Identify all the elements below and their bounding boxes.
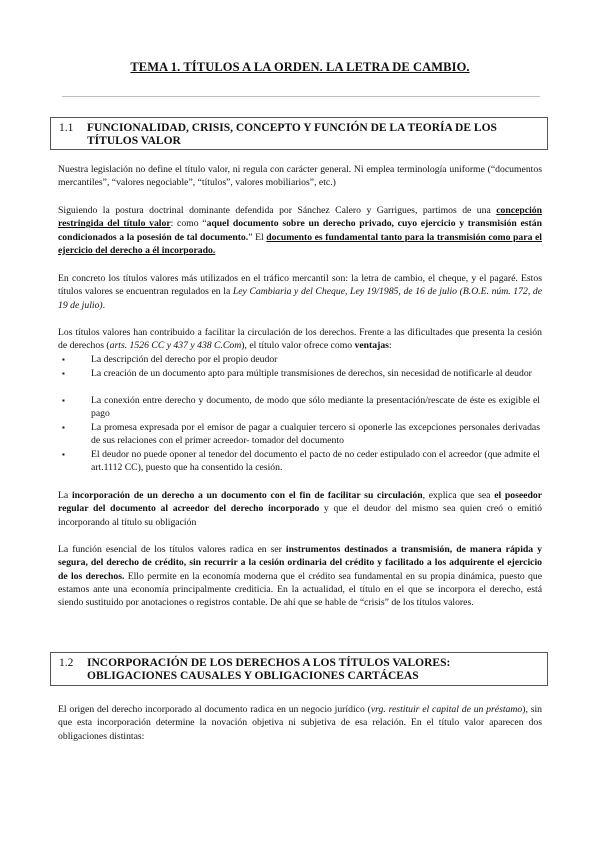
paragraph-incorporation <box>58 489 542 529</box>
section-number: 1.2 <box>59 657 74 669</box>
list-item-text: La promesa expresada por el emisor de pagar a cualquier tercero si oponerle las excepciones personales derivadas de sus relaciones con el primer acreedor- tomador del documento <box>91 422 540 447</box>
text-run: El origen del derecho incorporado al documento radica en un negocio jurídico ( <box>58 704 371 715</box>
bullet-icon: ▪ <box>62 355 65 364</box>
paragraph-concept <box>58 204 542 257</box>
text-run-italic: arts. 1526 CC y 437 y 438 C.Com <box>109 340 242 352</box>
list-item-text: El deudor no puede oponer al tenedor del documento el pacto de no ceder estipulado con el acreedor (que admite el art.1112 CC), puesto que ha consentido la cesión. <box>91 449 540 474</box>
text-run: ), sin que esta incorporación determine la novación objetiva ni subjetiva de esa relación. En el título valor aparecen dos obligaciones distintas: <box>58 704 543 742</box>
list-item-text: La creación de un documento apto para múltiple transmisiones de derechos, sin necesidad de notificarle al deudor <box>91 368 532 379</box>
text-run: : <box>388 340 392 352</box>
text-run: : como “ <box>170 218 207 230</box>
text-run: y que el deudor del mismo sea quien creó o emitió incorporando al título su obligación <box>58 503 542 528</box>
text-run-bold: el poseedor regular del documento al acreedor del derecho incorporado <box>58 490 543 515</box>
section-title: INCORPORACIÓN DE LOS DERECHOS A LOS TÍTULOS VALORES: OBLIGACIONES CAUSALES Y OBLIGACIONES CARTÁCEAS <box>87 657 451 682</box>
text-run: Ello permite en la economía moderna que el crédito sea fundamental en su propia dinámica, puesto que estamos ante una economía principalmente crediticia. En la actualidad, el título en el que se incorpora el derecho, está siendo sustituido por anotaciones o registros contable. De ahí que se hable de “crisis” de los títulos valores. <box>58 570 543 609</box>
document-title: TEMA 1. TÍTULOS A LA ORDEN. LA LETRA DE CAMBIO. <box>130 60 470 74</box>
paragraph-advantages <box>58 326 542 353</box>
text-run: La función esencial de los títulos valores radica en ser <box>58 544 286 555</box>
bullet-icon: ▪ <box>62 450 65 459</box>
text-run: En concreto los títulos valores más utilizados en el tráfico mercantil son: la letra de cambio, el cheque, y el pagaré. Estos títulos valores se encuentran regulados en la <box>58 273 542 298</box>
text-run-italic: Ley Cambiaria y del Cheque, Ley 19/1985, de 16 de julio (B.O.E. núm. 172, de 19 de julio) <box>58 286 542 311</box>
text-run-italic: vrg. restituir el capital de un préstamo <box>370 704 523 715</box>
paragraph-definition: Nuestra legislación no define el título valor, ni regula con carácter general. Ni emplea terminología uniforme (“documentos mercantiles”, “valores negociable”, “títulos”, valores mobiliarios”, etc.) <box>58 164 542 189</box>
text-run: ” El <box>248 231 267 243</box>
text-run-underlined-bold: concepción restringida del título valor <box>58 205 542 230</box>
title-divider <box>62 96 540 97</box>
bullet-icon: ▪ <box>62 423 65 432</box>
text-run: . <box>102 299 106 311</box>
text-run-bold: ventajas <box>354 340 389 352</box>
text-run-underlined-bold: documento es fundamental tanto para la transmisión como para el ejercicio del derecho a él incorporado. <box>58 231 542 256</box>
paragraph-function <box>58 543 542 609</box>
section-heading-1-2 <box>50 652 548 686</box>
text-run: ), el título valor ofrece como <box>241 340 355 352</box>
bullet-icon: ▪ <box>62 396 65 405</box>
list-item-text: La descripción del derecho por el propio deudor <box>91 354 278 365</box>
text-run: Siguiendo la postura doctrinal dominante defendida por Sánchez Calero y Garrigues, partimos de una <box>58 205 497 216</box>
section-title: FUNCIONALIDAD, CRISIS, CONCEPTO Y FUNCIÓN DE LA TEORÍA DE LOS TÍTULOS VALOR <box>87 122 497 147</box>
text-run: Los títulos valores han contribuido a facilitar la circulación de los derechos. Frente a las dificultades que presenta la cesión de derechos ( <box>58 327 542 352</box>
paragraph-regulation <box>58 272 542 312</box>
text-run-bold: aquel documento sobre un derecho privado, cuyo ejercicio y transmisión están condicionados a la posesión de tal documento. <box>58 218 542 243</box>
section-number: 1.1 <box>59 122 74 134</box>
section-heading-1-1 <box>50 117 548 150</box>
text-run: , explica que sea <box>422 490 495 501</box>
text-run-bold: incorporación de un derecho a un documento con el fin de facilitar su circulación <box>71 490 423 501</box>
paragraph-origin <box>58 703 542 743</box>
bullet-icon: ▪ <box>62 369 65 378</box>
list-item-text: La conexión entre derecho y documento, de modo que sólo mediante la presentación/rescate de éste es exigible el pago <box>91 395 540 420</box>
text-run-bold: instrumentos destinados a transmisión, de manera rápida y segura, del derecho de crédito, sin recurrir a la cesión ordinaria del crédito y facilitado a los adquirente el ejercicio de los derechos. <box>58 544 542 582</box>
text-run: La <box>58 490 72 501</box>
